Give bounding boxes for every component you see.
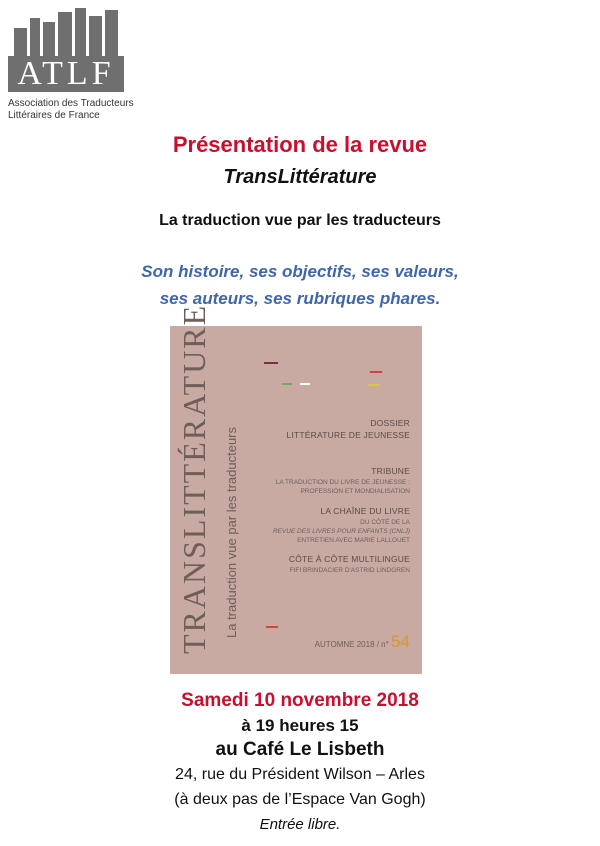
topics-line2: ses auteurs, ses rubriques phares. [159, 289, 441, 308]
cover-cote: CÔTE À CÔTE MULTILINGUE [288, 554, 410, 564]
cover-chaine: LA CHAÎNE DU LIVRE [320, 506, 410, 516]
cover-dossier: DOSSIER [370, 418, 410, 428]
cover-chaine-line3: ENTRETIEN AVEC MARIE LALLOUET [297, 537, 410, 544]
cover-issue-label: AUTOMNE 2018 / n° [314, 640, 389, 649]
cover-chaine-line1: DU CÔTÉ DE LA [360, 519, 410, 526]
cover-dash [266, 626, 278, 628]
event-date: Samedi 10 novembre 2018 [181, 690, 419, 711]
cover-issue [315, 632, 410, 652]
cover-vertical-subtitle: La traduction vue par les traducteurs [224, 426, 239, 638]
topics-line1: Son histoire, ses objectifs, ses valeurs, [141, 262, 459, 281]
journal-name: TransLittérature [223, 166, 377, 188]
cover-dash [300, 383, 310, 385]
cover-tribune: TRIBUNE [371, 466, 410, 476]
journal-tagline: La traduction vue par les traducteurs [159, 212, 441, 229]
logo-caption-line1: Association des Traducteurs [8, 98, 134, 109]
event-entry: Entrée libre. [259, 816, 341, 833]
cover-dash [282, 383, 292, 385]
logo-acronym: ATLF [8, 56, 124, 92]
cover-tribune-line2: PROFESSION ET MONDIALISATION [300, 488, 410, 495]
event-landmark: (à deux pas de l’Espace Van Gogh) [174, 791, 426, 808]
cover-issue-number: 54 [391, 632, 410, 651]
atlf-logo [8, 6, 148, 122]
cover-dash [264, 362, 278, 364]
logo-caption [8, 98, 158, 122]
cover-dash [368, 384, 380, 386]
logo-caption-line2: Littéraires de France [8, 110, 100, 121]
cover-vertical-title: TRANSLITTÉRATURE [176, 303, 212, 654]
event-time: à 19 heures 15 [241, 716, 359, 735]
cover-cote-line1: FIFI BRINDACIER D'ASTRID LINDGREN [289, 567, 410, 574]
cover-dossier-sub: LITTÉRATURE DE JEUNESSE [286, 430, 410, 440]
magazine-cover [170, 303, 422, 674]
topics [0, 258, 600, 312]
cover-tribune-line1: LA TRADUCTION DU LIVRE DE JEUNESSE : [275, 479, 410, 486]
books-icon [8, 6, 124, 58]
event-venue: au Café Le Lisbeth [215, 739, 385, 760]
cover-dash [370, 371, 382, 373]
page-title: Présentation de la revue [172, 132, 428, 157]
cover-chaine-line2: REVUE DES LIVRES POUR ENFANTS (CNLJ) [272, 528, 410, 535]
event-address: 24, rue du Président Wilson – Arles [175, 766, 425, 783]
